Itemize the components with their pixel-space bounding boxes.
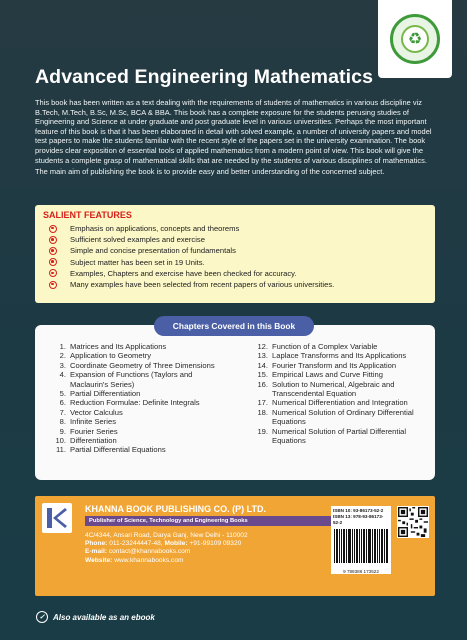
- bullet-icon: [49, 281, 57, 289]
- publisher-email-link[interactable]: contact@khannabooks.com: [108, 548, 191, 556]
- bullet-icon: [49, 225, 57, 233]
- feature-item: Sufficient solved examples and exercise: [43, 234, 427, 245]
- publisher-website-link[interactable]: www.khannabooks.com: [114, 556, 184, 564]
- feature-item: Examples, Chapters and exercise have been checked for accuracy.: [43, 268, 427, 279]
- chapters-right-column: [253, 342, 435, 445]
- publisher-tagline: Publisher of Science, Technology and Engineering Books: [85, 516, 345, 526]
- isbn13: ISBN 13: 978-93-86173-52-2: [333, 514, 384, 525]
- publisher-logo-icon: [42, 503, 72, 533]
- barcode-icon: [333, 529, 389, 563]
- chapter-item: 10. Differentiation: [55, 436, 117, 446]
- recycle-seal-icon: ♻: [390, 14, 440, 64]
- publisher-panel: [35, 496, 435, 596]
- publisher-address: 4C/4344, Ansari Road, Darya Ganj, New Delhi - 110002: [85, 532, 248, 539]
- bullet-icon: [49, 269, 57, 277]
- publisher-mobile: +91-99109 09320: [189, 540, 242, 548]
- chapter-item: 8. Infinite Series: [59, 417, 117, 427]
- ebook-label: Also available as an ebook: [53, 612, 155, 622]
- qr-code-icon: [397, 506, 429, 538]
- feature-item: Simple and concise presentation of fundamentals: [43, 245, 427, 256]
- chapter-item: 5. Partial Differentiation: [59, 389, 141, 399]
- publisher-name: KHANNA BOOK PUBLISHING CO. (P) LTD.: [85, 504, 266, 514]
- chapter-item: 12. Function of a Complex Variable: [257, 342, 378, 351]
- bullet-icon: [49, 258, 57, 266]
- chapter-item: 18. Numerical Solution of Ordinary Differential Equations: [257, 407, 414, 427]
- ebook-icon: ✓: [36, 611, 48, 623]
- chapter-item: 16. Solution to Numerical, Algebraic and Transcendental Equation: [257, 379, 395, 399]
- chapter-item: 2. Application to Geometry: [59, 351, 152, 361]
- description-paragraph: The main aim of publishing the book is to provide easy and better understanding of the concerned subject.: [35, 167, 385, 177]
- chapter-item: 13. Laplace Transforms and Its Applications: [257, 351, 407, 361]
- publisher-phone: 011-23244447-48,: [109, 540, 163, 548]
- isbn-barcode-box: [331, 506, 391, 574]
- book-title: Advanced Engineering Mathematics: [35, 66, 374, 88]
- salient-features-heading: SALIENT FEATURES: [43, 210, 132, 220]
- isbn10: ISBN 10: 93-86173-52-2: [333, 508, 384, 513]
- chapters-heading: Chapters Covered in this Book: [154, 316, 314, 336]
- chapter-item: 1. Matrices and Its Applications: [59, 342, 167, 351]
- chapter-item: 7. Vector Calculus: [59, 407, 123, 417]
- bullet-icon: [49, 247, 57, 255]
- feature-item: Many examples have been selected from recent papers of various universities.: [43, 279, 427, 290]
- chapter-item: 14. Fourier Transform and Its Application: [257, 360, 397, 370]
- salient-features-box: [35, 205, 435, 303]
- eco-logo-tab: [378, 0, 452, 78]
- chapter-item: 11. Partial Differential Equations: [56, 445, 166, 455]
- chapter-item: 3. Coordinate Geometry of Three Dimensions: [59, 360, 215, 370]
- book-description: [35, 98, 435, 179]
- chapter-item: 19. Numerical Solution of Partial Differential Equations: [257, 426, 407, 446]
- feature-item: Subject matter has been set in 19 Units.: [43, 257, 427, 268]
- chapter-item: 15. Empirical Laws and Curve Fitting: [257, 370, 383, 380]
- chapter-item: 6. Reduction Formulae: Definite Integrals: [59, 398, 200, 408]
- barcode-digits: 9 789386 173522: [343, 569, 379, 574]
- chapter-item: 17. Numerical Differentiation and Integration: [257, 398, 408, 408]
- feature-item: Emphasis on applications, concepts and theorems: [43, 223, 427, 234]
- chapters-left-column: [52, 342, 232, 455]
- chapter-item: 9. Fourier Series: [59, 426, 118, 436]
- chapter-item: 4. Expansion of Functions (Taylors and Maclaurin's Series): [59, 370, 193, 389]
- ebook-notice: [36, 611, 155, 623]
- description-paragraph: This book has been written as a text dealing with the requirements of students of mathematics in various discipline viz B.Tech, M.Tech, B.Sc, M.Sc, BCA & BBA. This book has a complete exposure for the students perusing studies of Engineering and Science at under graduate and post graduate level in various universities. Perhaps the most important feature of this book is that it has been elaborated in detail with solved example, a number of university papers and model test papers to make the students familiar with the recent style of the papers set in the university examination. The book provides clear exposition of essential tools of applied mathematics from a modern point of view. This book will give the students a complete grasp of mathematical skills that are needed by the students of various disciplines of mathematics.: [35, 98, 432, 165]
- publisher-contact: 4C/4344, Ansari Road, Darya Ganj, New Delhi - 110002 Phone: 011-23244447-48, Mobile: +91-99109 09320 E-mail: contact@khannabooks.com Website: www.khannabooks.com: [85, 532, 248, 564]
- bullet-icon: [49, 236, 57, 244]
